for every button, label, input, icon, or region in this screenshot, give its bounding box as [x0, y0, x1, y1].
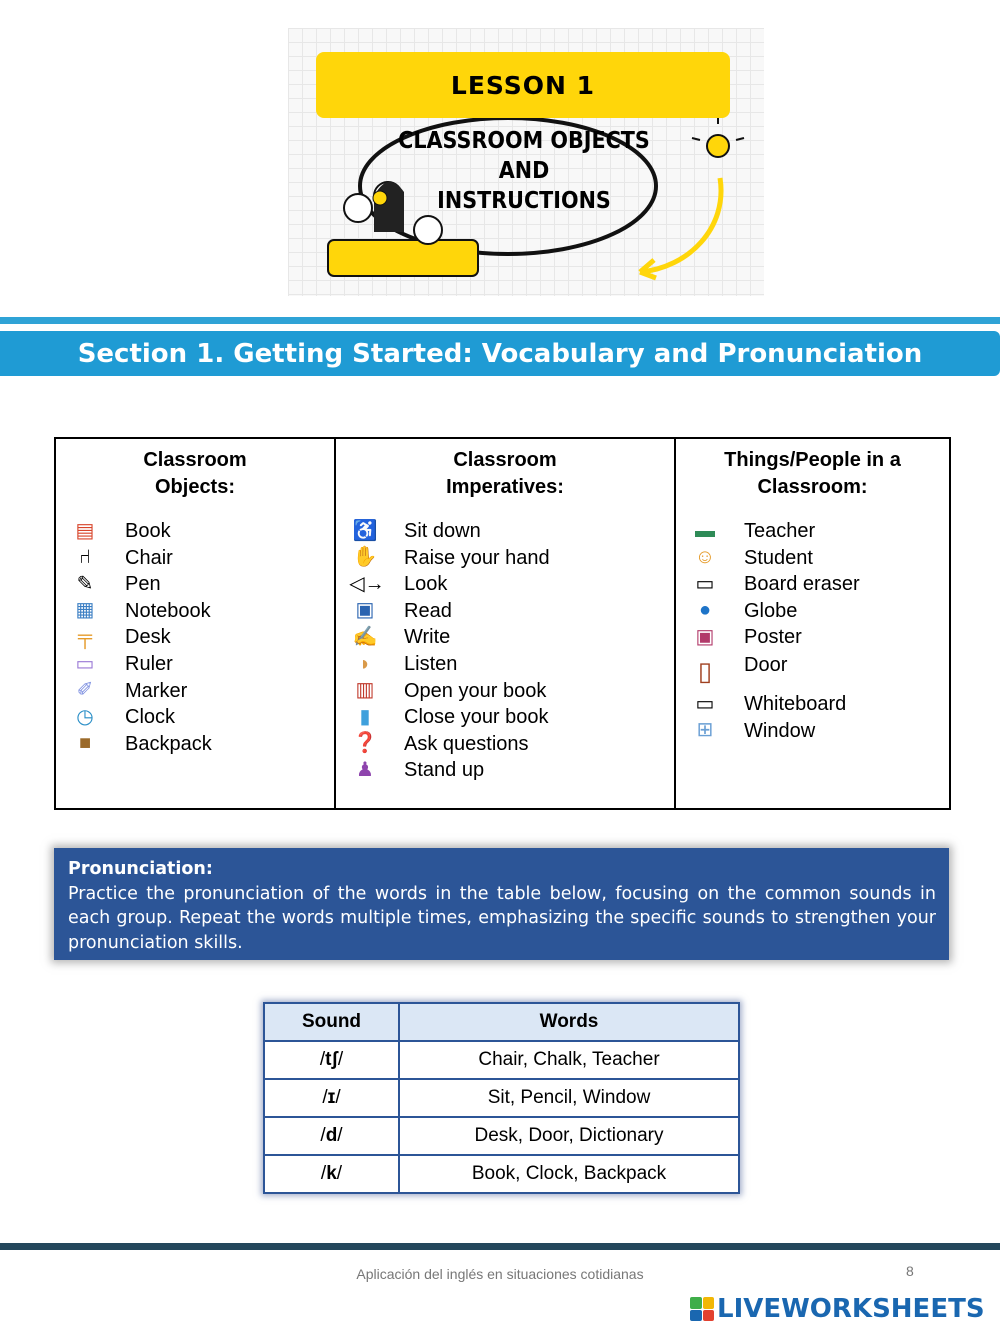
words-cell: Sit, Pencil, Window	[399, 1079, 739, 1117]
table-row	[264, 1041, 739, 1079]
column-header: Things/People in a Classroom:	[724, 449, 901, 498]
sound-cell: /ɪ/	[264, 1079, 399, 1117]
list-item: ▮ Close your book	[336, 704, 674, 731]
list-item: ✎ Pen	[56, 571, 334, 598]
book-icon: ▤	[75, 519, 95, 542]
open-book-icon: ▥	[355, 679, 375, 702]
lesson-title: CLASSROOM OBJECTS AND INSTRUCTIONS	[398, 128, 650, 214]
student-icon: ☺	[694, 546, 716, 569]
list-item: ✋ Raise your hand	[352, 546, 550, 569]
classroom-things-column	[674, 439, 949, 808]
words-cell: Desk, Door, Dictionary	[399, 1117, 739, 1155]
list-item: ▭ Ruler	[56, 651, 334, 678]
poster-icon: ▣	[695, 626, 715, 649]
list-item: ▯ Door	[676, 651, 949, 691]
list-item: ✐ Marker	[56, 678, 334, 705]
list-item: ☺ Student	[676, 545, 949, 572]
objects-column	[56, 439, 334, 808]
reading-icon: ▣	[355, 599, 375, 622]
page-number: 8	[906, 1263, 914, 1279]
table-row	[264, 1079, 739, 1117]
list-item: ✍ Write	[352, 626, 451, 649]
marker-icon: ✐	[76, 679, 94, 702]
list-item: ⊞ Window	[676, 718, 949, 745]
clock-icon: ◷	[76, 705, 94, 728]
list-item: ▣ Read	[336, 598, 674, 625]
list-item: ▬ Teacher	[676, 518, 949, 545]
list-item: ◁→ Look	[349, 572, 448, 596]
door-icon: ▯	[697, 655, 713, 686]
pronunciation-box	[54, 848, 949, 960]
pen-icon: ✎	[76, 572, 94, 595]
imperatives-list	[336, 518, 674, 784]
section-divider	[0, 317, 1000, 324]
lesson-label: LESSON 1	[316, 52, 730, 118]
liveworksheets-logo[interactable]	[690, 1294, 985, 1324]
words-cell: Book, Clock, Backpack	[399, 1155, 739, 1193]
sound-cell: /tʃ/	[264, 1041, 399, 1079]
vocabulary-table	[54, 437, 951, 810]
whiteboard-icon: ▭	[695, 692, 715, 715]
liveworksheets-logo-icon	[690, 1297, 714, 1321]
teacher-icon: ▬	[695, 519, 715, 542]
footer-divider	[0, 1243, 1000, 1250]
ruler-icon: ▭	[75, 652, 95, 675]
section-title: Section 1. Getting Started: Vocabulary and Pronunciation	[0, 331, 1000, 376]
imperatives-column	[334, 439, 674, 808]
globe-icon: ●	[698, 599, 712, 622]
window-icon: ⊞	[696, 719, 714, 742]
list-item: ◷ Clock	[56, 704, 334, 731]
closed-book-icon: ▮	[359, 705, 371, 728]
pronunciation-instructions: Practice the pronunciation of the words in the table below, focusing on the common sounds in each group. Repeat the words multiple times, emphasizing the specific sounds to strengthen your pronunciation skills.	[68, 883, 936, 953]
writing-hand-icon: ✍	[352, 626, 378, 649]
chair-icon: ⑁	[79, 546, 91, 569]
ear-listen-icon: ◗	[358, 652, 372, 675]
table-row	[264, 1117, 739, 1155]
eye-look-icon: ◁→	[349, 572, 385, 595]
objects-list	[56, 518, 334, 757]
notebook-icon: ▦	[75, 599, 95, 622]
list-item: ◗ Listen	[336, 651, 674, 678]
classroom-things-list	[676, 518, 949, 744]
column-header: Classroom Objects:	[143, 449, 247, 498]
words-cell: Chair, Chalk, Teacher	[399, 1041, 739, 1079]
table-row	[264, 1155, 739, 1193]
footer-text: Aplicación del inglés en situaciones cotidianas	[356, 1266, 644, 1282]
backpack-icon: ■	[78, 732, 92, 755]
pronunciation-heading: Pronunciation:	[68, 859, 213, 879]
words-header: Words	[399, 1003, 739, 1041]
list-item: ♟ Stand up	[336, 757, 674, 784]
raise-hand-icon: ✋	[352, 546, 378, 569]
list-item: ■ Backpack	[56, 731, 334, 758]
sound-header: Sound	[264, 1003, 399, 1041]
question-bubble-icon: ❓	[352, 732, 378, 755]
desk-icon: ╤	[77, 626, 93, 649]
sound-cell: /d/	[264, 1117, 399, 1155]
standing-person-icon: ♟	[356, 759, 374, 782]
list-item: ⑁ Chair	[56, 545, 334, 572]
sound-table	[263, 1002, 740, 1194]
sit-down-icon: ♿	[352, 519, 378, 542]
list-item: ▤ Book	[56, 518, 334, 545]
list-item: ❓ Ask questions	[352, 732, 529, 755]
list-item: ▣ Poster	[676, 624, 949, 651]
lesson-banner	[288, 28, 764, 296]
list-item: ♿ Sit down	[352, 519, 481, 542]
list-item: ▥ Open your book	[336, 678, 674, 705]
list-item: ● Globe	[676, 598, 949, 625]
sound-cell: /k/	[264, 1155, 399, 1193]
list-item: ▭ Whiteboard	[676, 691, 949, 718]
list-item: ╤ Desk	[56, 624, 334, 651]
list-item: ▦ Notebook	[56, 598, 334, 625]
brand-name: LIVEWORKSHEETS	[717, 1294, 985, 1324]
list-item: ▭ Board eraser	[676, 571, 949, 598]
column-header: Classroom Imperatives:	[446, 449, 564, 498]
board-eraser-icon: ▭	[695, 572, 715, 595]
table-header-row	[264, 1003, 739, 1041]
